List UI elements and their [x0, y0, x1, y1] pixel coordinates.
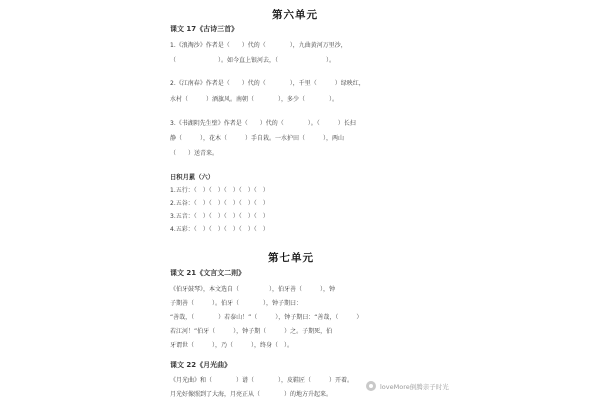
daily-line-1: 1.五行：（ ）（ ）（ ）（ ）（ ） [170, 187, 269, 194]
watermark-logo-icon [366, 381, 376, 391]
lesson21-title: 课文 21《文言文二则》 [170, 269, 246, 277]
lesson21-line-3: “善哉，（ ）若泰山！”（ ），钟子期曰：“善哉，（ ） [170, 314, 363, 321]
lesson17-line-1: 1.《浪淘沙》作者是（ ）代的（ ），九曲黄河万里沙， [170, 42, 347, 49]
watermark-text: loveMore倒腾亲子时光 [380, 383, 449, 391]
lesson21-line-2: 子期善（ ）。伯牙（ ），钟子期曰： [170, 300, 303, 307]
lesson17-line-4: 水村（ ）酒旗风。南朝（ ），多少（ ）。 [170, 96, 339, 103]
lesson17-line-7: （ ）送青来。 [170, 150, 219, 157]
lesson22-title: 课文 22《月光曲》 [170, 361, 232, 369]
lesson17-line-5: 3.《书湖阴先生壁》作者是（ ）代的（ ）。（ ）长扫 [170, 120, 356, 127]
lesson21-line-1: 《伯牙鼓琴》，本文选自（ ），伯牙善（ ），钟 [170, 286, 336, 293]
daily-line-4: 4.五彩：（ ）（ ）（ ）（ ）（ ） [170, 226, 269, 233]
lesson21-line-5: 牙谓世（ ），乃（ ），终身（ ）。 [170, 342, 294, 349]
lesson17-title: 课文 17《古诗三首》 [170, 25, 239, 33]
lesson17-line-6: 静（ ），花木（ ）手自栽。一水护田（ ），两山 [170, 135, 345, 142]
lesson22-line-1: 《月光曲》和（ ）谱（ ），皮鞋匠（ ）开着。 [170, 377, 354, 384]
lesson22-line-2: 月光好像照到了大海，月亮正从（ ）的地方升起来。 [170, 391, 333, 398]
lesson17-line-2: （ ）。如今直上银河去，（ ）。 [170, 57, 336, 64]
daily-line-2: 2.五谷：（ ）（ ）（ ）（ ）（ ） [170, 200, 269, 207]
lesson21-line-4: 若江河！”伯牙（ ），钟子期（ ）之。子期死，伯 [170, 328, 333, 335]
daily-title: 日积月累（六） [170, 174, 215, 181]
lesson17-line-3: 2.《江南春》作者是（ ）代的（ ），千里（ ）绿映红， [170, 80, 365, 87]
unit7-title: 第七单元 [268, 252, 314, 264]
unit6-title: 第六单元 [272, 9, 318, 21]
daily-line-3: 3.五音：（ ）（ ）（ ）（ ）（ ） [170, 213, 269, 220]
